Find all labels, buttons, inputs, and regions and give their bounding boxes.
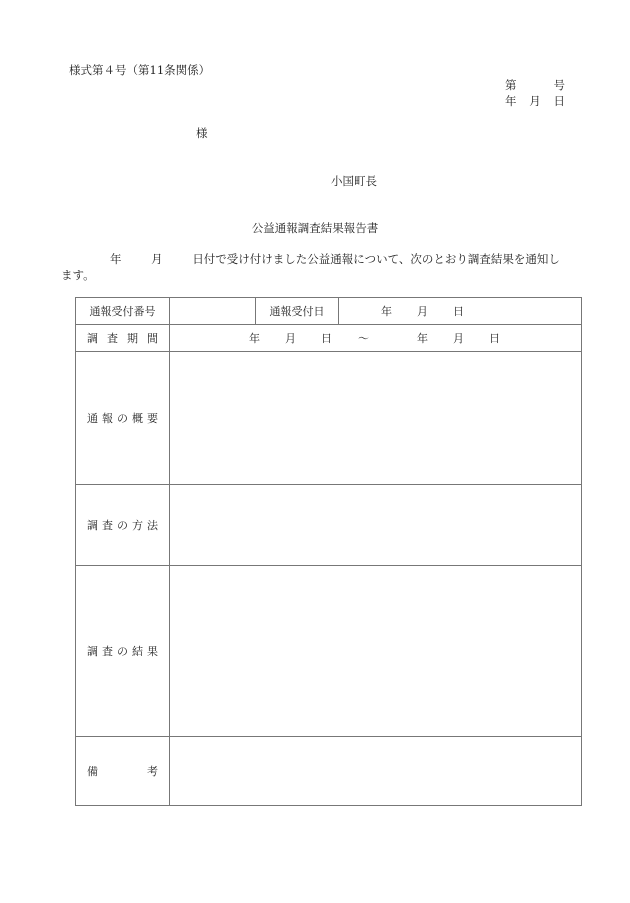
receipt-date-field[interactable] bbox=[339, 298, 582, 325]
result-field[interactable] bbox=[170, 566, 582, 737]
day-label: 日 bbox=[453, 305, 464, 318]
row-result bbox=[76, 566, 582, 737]
summary-field[interactable] bbox=[170, 352, 582, 485]
char: 考 bbox=[147, 765, 158, 778]
from-day: 日 bbox=[321, 332, 332, 345]
char: 調 bbox=[87, 645, 98, 658]
char: 備 bbox=[87, 765, 98, 778]
row-method bbox=[76, 485, 582, 566]
char: 通 bbox=[87, 412, 98, 425]
from-month: 月 bbox=[285, 332, 296, 345]
month-label: 月 bbox=[529, 94, 541, 108]
remarks-label bbox=[76, 737, 170, 806]
char: 査 bbox=[102, 519, 113, 532]
char: 調 bbox=[87, 332, 98, 345]
body-rest: 日付で受け付けました公益通報について、次のとおり調査結果を通知し bbox=[192, 252, 560, 266]
body-text-line2: ます。 bbox=[61, 268, 95, 282]
remarks-field[interactable] bbox=[170, 737, 582, 806]
char: 査 bbox=[107, 332, 118, 345]
char: の bbox=[117, 645, 128, 658]
report-table bbox=[75, 297, 582, 806]
method-field[interactable] bbox=[170, 485, 582, 566]
issue-number bbox=[505, 77, 565, 93]
form-number: 様式第４号（第11条関係） bbox=[69, 63, 211, 77]
char: 方 bbox=[132, 519, 143, 532]
month-label: 月 bbox=[417, 305, 428, 318]
receipt-number-field[interactable] bbox=[170, 298, 256, 325]
char: 果 bbox=[147, 645, 158, 658]
sender: 小国町長 bbox=[331, 174, 377, 188]
char: 期 bbox=[127, 332, 138, 345]
body-month: 月 bbox=[151, 252, 163, 266]
issue-date bbox=[505, 93, 565, 109]
result-label bbox=[76, 566, 170, 737]
to-day: 日 bbox=[489, 332, 500, 345]
tilde: ～ bbox=[358, 332, 369, 345]
row-receipt bbox=[76, 298, 582, 325]
period-label bbox=[76, 325, 170, 352]
char: 調 bbox=[87, 519, 98, 532]
char: の bbox=[117, 412, 128, 425]
issue-number-suffix: 号 bbox=[553, 78, 565, 92]
to-year: 年 bbox=[417, 332, 428, 345]
receipt-number-label: 通報受付番号 bbox=[76, 298, 170, 325]
from-year: 年 bbox=[249, 332, 260, 345]
day-label: 日 bbox=[553, 94, 565, 108]
year-label: 年 bbox=[505, 94, 517, 108]
char: 概 bbox=[132, 412, 143, 425]
row-summary bbox=[76, 352, 582, 485]
char: 報 bbox=[102, 412, 113, 425]
row-remarks bbox=[76, 737, 582, 806]
char: 間 bbox=[147, 332, 158, 345]
char: 法 bbox=[147, 519, 158, 532]
year-label: 年 bbox=[381, 305, 392, 318]
char: 要 bbox=[147, 412, 158, 425]
addressee: 様 bbox=[196, 126, 208, 140]
receipt-date-label: 通報受付日 bbox=[256, 298, 339, 325]
issue-number-prefix: 第 bbox=[505, 78, 517, 92]
char: の bbox=[117, 519, 128, 532]
to-month: 月 bbox=[453, 332, 464, 345]
char: 結 bbox=[132, 645, 143, 658]
char: 査 bbox=[102, 645, 113, 658]
method-label bbox=[76, 485, 170, 566]
period-field[interactable] bbox=[170, 325, 582, 352]
document-title: 公益通報調査結果報告書 bbox=[251, 221, 379, 235]
body-year: 年 bbox=[110, 252, 122, 266]
body-text-line1 bbox=[69, 251, 579, 267]
summary-label bbox=[76, 352, 170, 485]
row-period bbox=[76, 325, 582, 352]
